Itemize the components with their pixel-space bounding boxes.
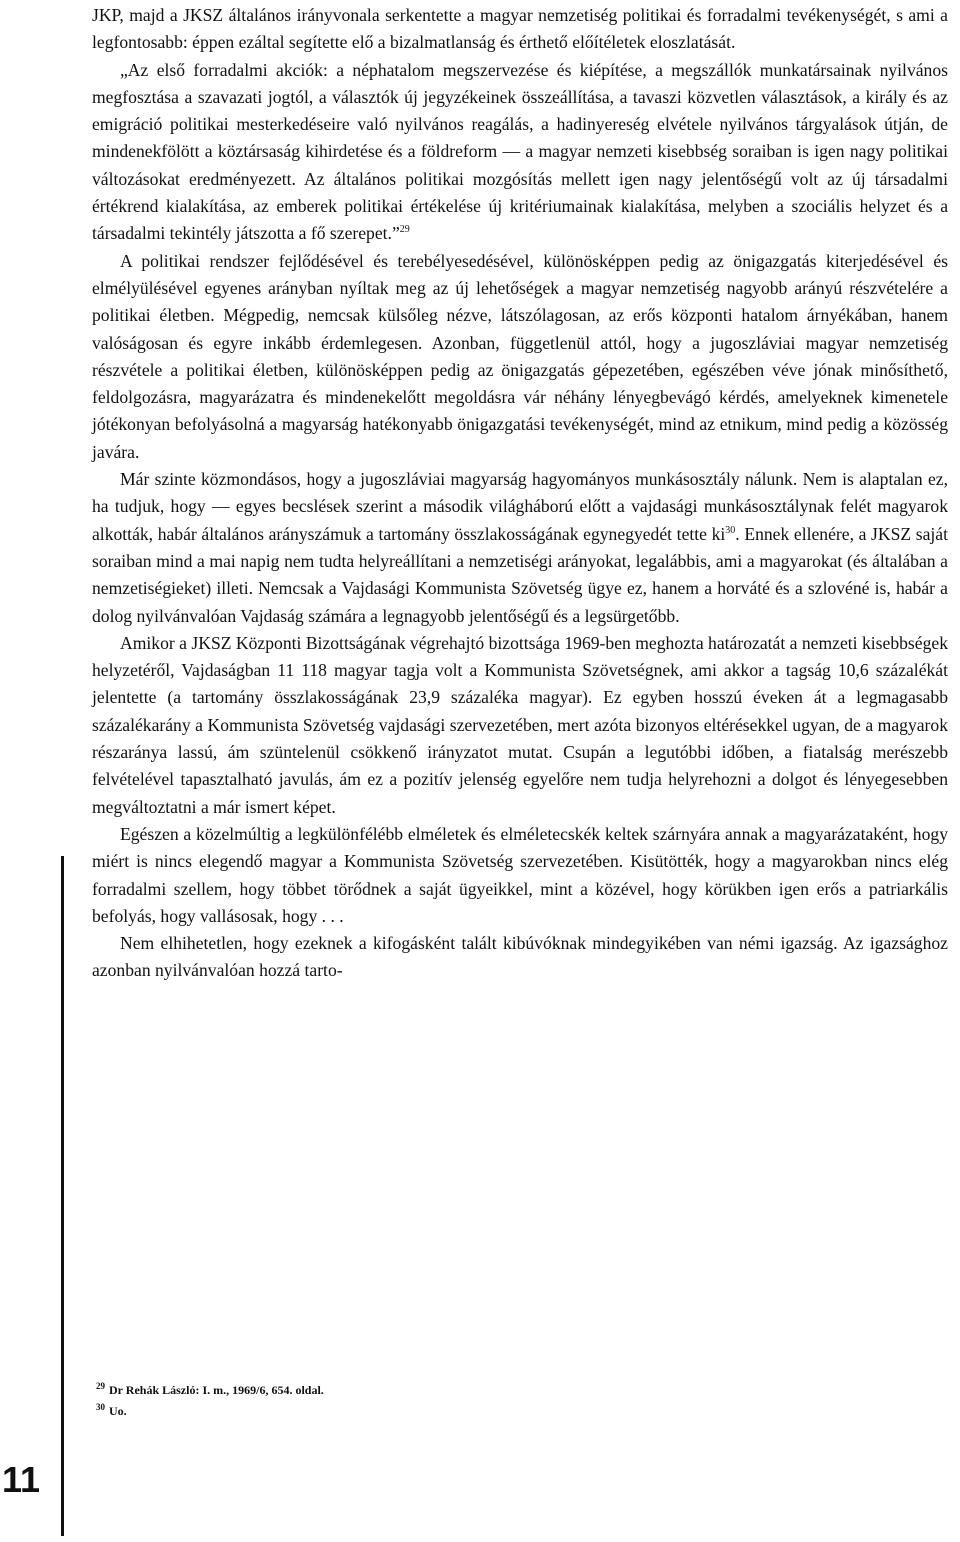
paragraph bbox=[92, 466, 948, 630]
paragraph bbox=[92, 57, 948, 248]
footnote bbox=[96, 1380, 796, 1401]
paragraph-text: Egészen a közelmúltig a legkülönfélébb elméletek és elméletecskék keltek szárnyára annak a magyarázataként, hogy miért is nincs elegendő magyar a Kommunista Szövetség szervezetében. Kisütötték, hogy a magyarokban nincs elég forradalmi szellem, hogy többet törődnek a saját ügyeikkel, mint a közével, hogy körükben igen erős a patriarkális befolyás, hogy vallásosak, hogy . . . bbox=[92, 823, 948, 926]
paragraph-text: Már szinte közmondásos, hogy a jugoszláviai magyarság hagyományos munkásosztály nálunk. Nem is alaptalan ez, ha tudjuk, hogy — egyes becslések szerint a második világháború előtt a vajdasági munkásosztálynak felét magyarok alkották, habár általános arányszámuk a tartomány összlakosságának egynegyedét tette ki bbox=[92, 469, 948, 544]
paragraph-text: . Ennek ellenére, a JKSZ saját soraiban mind a mai napig nem tudta helyreállítani a nemzetiségi arányokat, legalábbis, ami a magyarokat (és általában a nemzetiségieket) illeti. Nemcsak a Vajdasági Kommunista Szövetség ügye ez, hanem a horváté és a szlovéné is, habár a dolog nyilvánvalóan Vajdaság számára a legnagyobb jelentőségű és a legsürgetőbb. bbox=[92, 523, 949, 626]
footnotes bbox=[96, 1380, 796, 1422]
paragraph-text: A politikai rendszer fejlődésével és terebélyesedésével, különösképpen pedig az önigazgatás kiterjedésével és elmélyülésével egyenes arányban nyíltak meg az új lehetőségek a magyar nemzetiség nagyobb arányú részvételére a politikai életben. Mégpedig, nemcsak külsőleg nézve, látszólagosan, az erős központi hatalom árnyékában, hanem valóságosan és egyre inkább érdemlegesen. Azonban, függetlenül attól, hogy a jugoszláviai magyar nemzetiség részvétele a politikai életben, különösképpen pedig az önigazgatás gépezetében, egészében véve jónak minősíthető, feldolgozásra, magyarázatra és mindenekelőtt megoldásra vár néhány lényegbevágó kérdés, amelyeknek kimenetele jótékonyan befolyásolná a magyarság hatékonyabb önigazgatási tevékenységét, mind az etnikum, mind pedig a közösség javára. bbox=[92, 250, 948, 462]
paragraph-text: Amikor a JKSZ Központi Bizottságának végrehajtó bizottsága 1969-ben meghozta határozatát a nemzeti kisebbségek helyzetéről, Vajdaságban 11 118 magyar tagja volt a Kommunista Szövetségnek, ami akkor a tagság 10,6 százalékát jelentette (a tartomány összlakosságának 23,9 százaléka magyar). Ez egyben hosszú éveken át a legmagasabb százalékarány a Kommunista Szövetség vajdasági szervezetében, mert azóta bizonyos eltérésekkel ugyan, de a magyarok részaránya lassú, ám szüntelenül csökkenő irányzatot mutat. Csupán a legutóbbi időben, a fiatalság merészebb felvételével tapasztalható javulás, ám ez a pozitív jelenség egyelőre nem tudja helyrehozni a dolgot és lényegesebben megváltoztatni a már ismert képet. bbox=[92, 632, 948, 817]
footnote-reference: 30 bbox=[725, 524, 736, 536]
footnote-mark: 29 bbox=[96, 1381, 105, 1391]
margin-rule bbox=[61, 856, 64, 1536]
paragraph-text: Nem elhihetetlen, hogy ezeknek a kifogásként talált kibúvóknak mindegyikében van némi igazság. Az igazsághoz azonban nyilvánvalóan hozzá tarto- bbox=[92, 933, 948, 981]
paragraph bbox=[92, 248, 948, 466]
footnote-reference: 29 bbox=[399, 224, 410, 236]
paragraph-text: JKP, majd a JKSZ általános irányvonala serkentette a magyar nemzetiség politikai és forradalmi tevékenységét, s ami a legfontosabb: éppen ezáltal segítette elő a bizalmatlanság és érthető előítéletek eloszlatását. bbox=[92, 5, 948, 53]
paragraph bbox=[92, 630, 948, 821]
paragraph bbox=[92, 930, 948, 985]
paragraph bbox=[92, 821, 948, 930]
page-number: 11 bbox=[2, 1459, 41, 1500]
footnote bbox=[96, 1401, 796, 1422]
footnote-mark: 30 bbox=[96, 1402, 105, 1412]
body-text bbox=[92, 2, 948, 985]
footnote-text: Dr Rehák László: I. m., 1969/6, 654. oldal. bbox=[109, 1383, 324, 1397]
paragraph bbox=[92, 2, 948, 57]
footnote-text: Uo. bbox=[109, 1404, 127, 1418]
paragraph-text: „Az első forradalmi akciók: a néphatalom megszervezése és kiépítése, a megszállók munkatársainak nyilvános megfosztása a szavazati jogtól, a választók új jegyzékeinek összeállítása, a tavaszi közvetlen választások, a király és az emigráció politikai mesterkedéseire való nyilvános reagálás, a hadinyereség elvétele nyilvános tárgyalások útján, de mindenekfölött a köztársaság kihirdetése és a földreform — a magyar nemzeti kisebbség soraiban is igen nagy politikai változásokat eredményezett. Az általános politikai mozgósítás mellett igen nagy jelentőségű volt az új társadalmi értékrend kialakítása, az emberek politikai értékelése új kritériumainak kialakítása, melyben a szociális helyzet és a társadalmi tekintély játszotta a fő szerepet.” bbox=[92, 59, 948, 244]
